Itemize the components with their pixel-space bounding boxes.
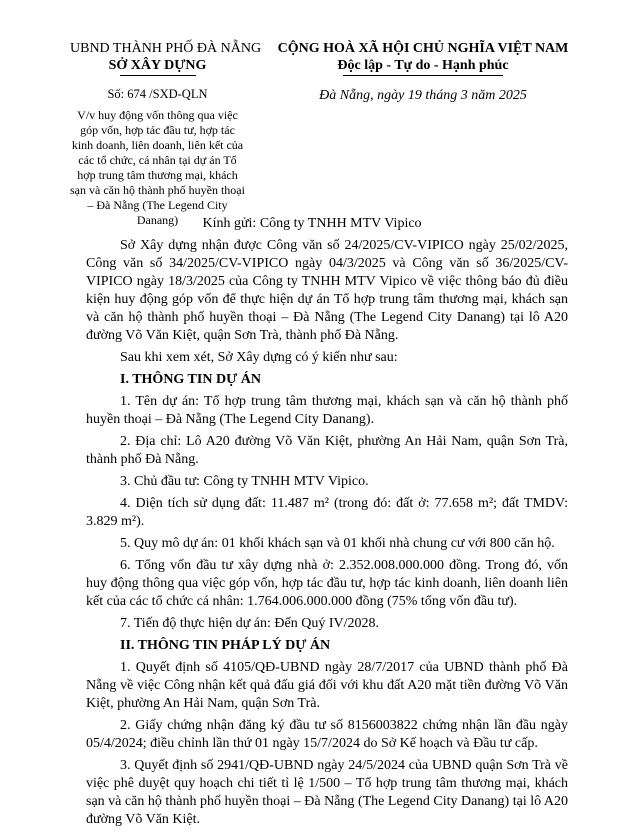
document-number: Số: 674 /SXD-QLN (107, 87, 208, 101)
section-heading: I. THÔNG TIN DỰ ÁN (120, 372, 261, 387)
project-name-item: 1. Tên dự án: Tổ hợp trung tâm thương mại, khách sạn và căn hộ thành phố huyền thoại – Đà Nẵng (The Legend City Danang). (86, 394, 568, 427)
agency-name: UBND THÀNH PHỐ ĐÀ NẴNG (70, 41, 262, 56)
land-area-item: 4. Diện tích sử dụng đất: 11.487 m² (trong đó: đất ở: 77.658 m²; đất TMDV: 3.829 m²). (86, 496, 568, 529)
document-body (86, 237, 568, 833)
nation-motto: Độc lập - Tự do - Hạnh phúc (337, 58, 509, 73)
investor-item: 3. Chủ đầu tư: Công ty TNHH MTV Vipico. (120, 474, 369, 489)
motto-underline (343, 75, 503, 76)
project-scale-item: 5. Quy mô dự án: 01 khối khách sạn và 01 khối nhà chung cư với 800 căn hộ. (120, 536, 555, 551)
opinion-intro: Sau khi xem xét, Sở Xây dựng có ý kiến như sau: (120, 350, 398, 365)
recipient-line: Kính gửi: Công ty TNHH MTV Vipico (202, 216, 422, 231)
project-address-item: 2. Địa chỉ: Lô A20 đường Võ Văn Kiệt, phường An Hải Nam, quận Sơn Trà, thành phố Đà Nẵng. (86, 434, 568, 467)
department-name: SỞ XÂY DỰNG (108, 58, 207, 73)
legal-item: 2. Giấy chứng nhận đăng ký đầu tư số 8156003822 chứng nhận lần đầu ngày 05/4/2024; điều chỉnh lần thứ 01 ngày 15/7/2024 do Sở Kế hoạch và Đầu tư cấp. (86, 718, 568, 751)
legal-item: 1. Quyết định số 4105/QĐ-UBND ngày 28/7/2017 của UBND thành phố Đà Nẵng về việc Công nhận kết quả đấu giá đối với khu đất A20 mặt tiền đường Võ Văn Kiệt, phường An Hải Nam, quận Sơn Trà. (86, 660, 568, 711)
investment-capital-item: 6. Tổng vốn đầu tư xây dựng nhà ở: 2.352.008.000.000 đồng. Trong đó, vốn huy động thông qua việc góp vốn, hợp tác đầu tư, hợp tác kinh doanh, liên doanh liên kết của các tổ chức cá nhân: 1.764.006.000.000 đồng (75% tổng vốn đầu tư). (86, 558, 568, 609)
nation-name: CỘNG HOÀ XÃ HỘI CHỦ NGHĨA VIỆT NAM (277, 41, 569, 56)
agency-underline (120, 75, 196, 76)
document-subject: V/v huy động vốn thông qua việc góp vốn, hợp tác đầu tư, hợp tác kinh doanh, liên doanh, liên kết của các tổ chức, cá nhân tại dự án Tổ hợp trung tâm thương mại, khách sạn và căn hộ thành phố huyền thoại – Đà Nẵng (The Legend City Danang) (70, 108, 245, 227)
national-motto-block (268, 40, 578, 104)
section-heading: II. THÔNG TIN PHÁP LÝ DỰ ÁN (120, 638, 331, 653)
place-and-date: Đà Nẵng, ngày 19 tháng 3 năm 2025 (319, 88, 527, 103)
schedule-item: 7. Tiến độ thực hiện dự án: Đến Quý IV/2028. (120, 616, 379, 631)
intro-paragraph: Sở Xây dựng nhận được Công văn số 24/2025/CV-VIPICO ngày 25/02/2025, Công văn số 34/2025/CV-VIPICO ngày 04/3/2025 và Công văn số 36/2025/CV-VIPICO ngày 18/3/2025 của Công ty TNHH MTV Vipico về việc thông báo đủ điều kiện huy động góp vốn để thực hiện dự án Tổ hợp trung tâm thương mại, khách sạn và căn hộ thành phố huyền thoại – Đà Nẵng (The Legend City Danang) tại lô A20 đường Võ Văn Kiệt, quận Sơn Trà, thành phố Đà Nẵng. (86, 238, 568, 343)
issuing-agency-block (70, 40, 262, 228)
legal-item: 3. Quyết định số 2941/QĐ-UBND ngày 24/5/2024 của UBND quận Sơn Trà về việc phê duyệt quy hoạch chi tiết tỉ lệ 1/500 – Tổ hợp trung tâm thương mại, khách sạn và căn hộ thành phố huyền thoại – Đà Nẵng (The Legend City Danang) tại lô A20 đường Võ Văn Kiệt. (86, 758, 568, 827)
